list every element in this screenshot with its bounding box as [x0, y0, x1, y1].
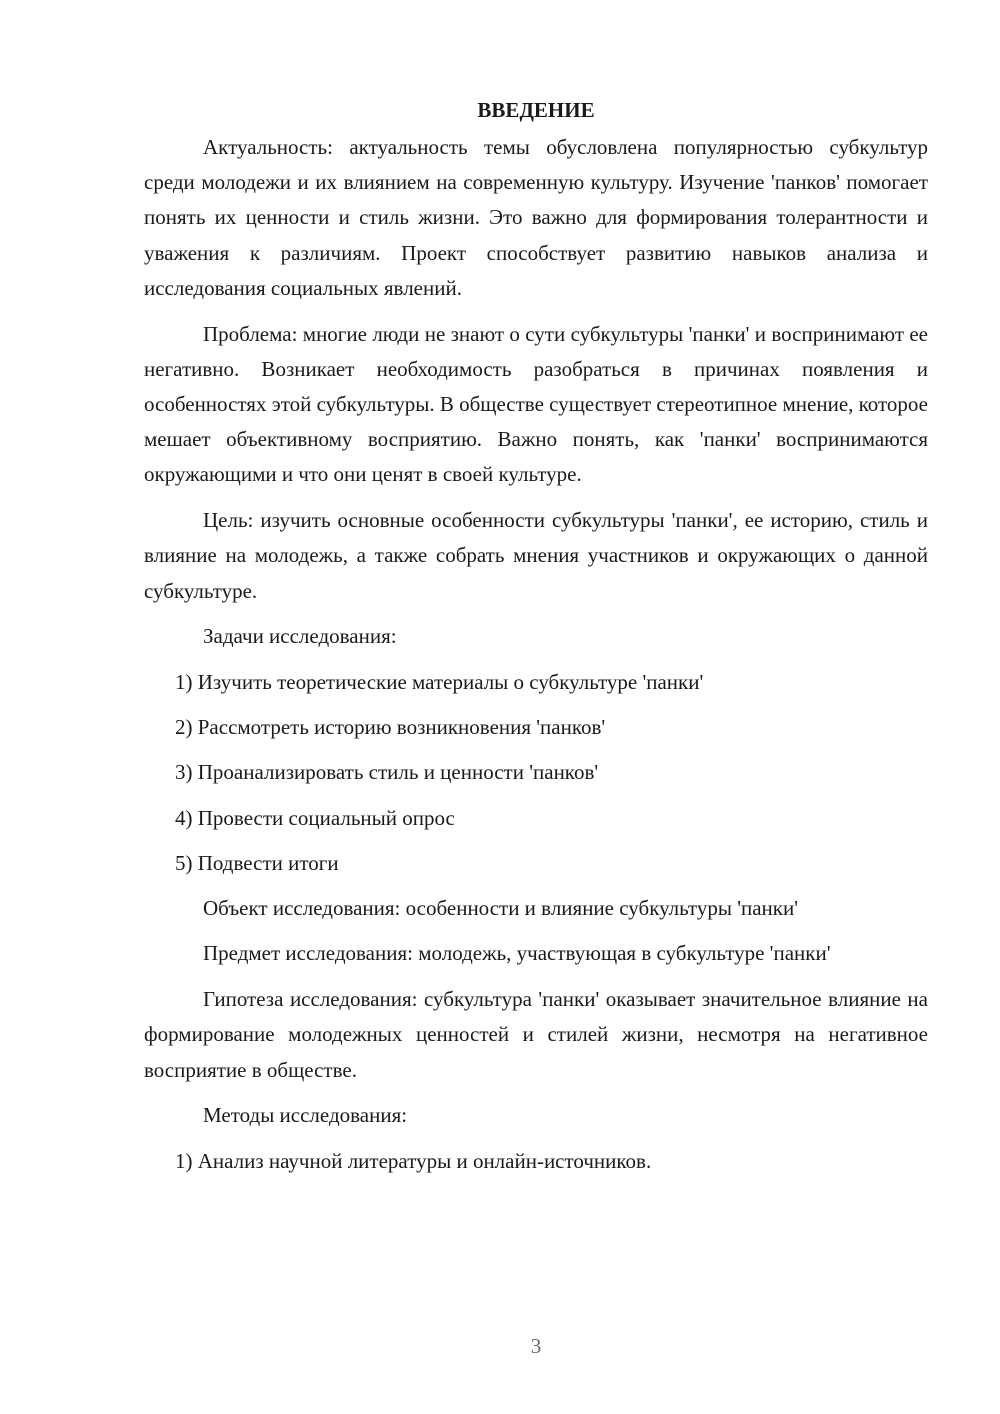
object-paragraph: Объект исследования: особенности и влияние субкультуры 'панки'	[203, 895, 798, 920]
relevance-paragraph: Актуальность: актуальность темы обусловлена популярностью субкультур среди молодежи и их влиянием на современную культуру. Изучение 'панков' помогает понять их ценности и стиль жизни. Это важно для формирования толерантности и уважения к различиям. Проект способствует развитию навыков анализа и исследования социальных явлений.	[144, 135, 928, 300]
document-page	[144, 92, 928, 1189]
task-item: 5) Подвести итоги	[175, 850, 339, 875]
hypothesis-paragraph: Гипотеза исследования: субкультура 'панки' оказывает значительное влияние на формирование молодежных ценностей и стилей жизни, несмотря на негативное восприятие в обществе.	[144, 987, 928, 1082]
task-item: 4) Провести социальный опрос	[175, 805, 455, 830]
task-item: 3) Проанализировать стиль и ценности 'панков'	[175, 760, 599, 785]
section-title: ВВЕДЕНИЕ	[477, 98, 595, 122]
problem-paragraph: Проблема: многие люди не знают о сути субкультуры 'панки' и воспринимают ее негативно. Возникает необходимость разобраться в причинах появления и особенностях этой субкультуры. В обществе существует стереотипное мнение, которое мешает объективному восприятию. Важно понять, как 'панки' воспринимаются окружающими и что они ценят в своей культуре.	[144, 321, 928, 487]
page-number: 3	[530, 1334, 542, 1358]
task-item: 2) Рассмотреть историю возникновения 'панков'	[175, 715, 606, 740]
subject-paragraph: Предмет исследования: молодежь, участвующая в субкультуре 'панки'	[203, 941, 831, 966]
goal-paragraph: Цель: изучить основные особенности субкультуры 'панки', ее историю, стиль и влияние на молодежь, а также собрать мнения участников и окружающих о данной субкультуре.	[144, 508, 928, 603]
tasks-heading: Задачи исследования:	[203, 624, 397, 649]
methods-heading: Методы исследования:	[203, 1103, 408, 1128]
task-item: 1) Изучить теоретические материалы о субкультуре 'панки'	[175, 670, 704, 695]
method-item: 1) Анализ научной литературы и онлайн-источников.	[175, 1149, 652, 1174]
